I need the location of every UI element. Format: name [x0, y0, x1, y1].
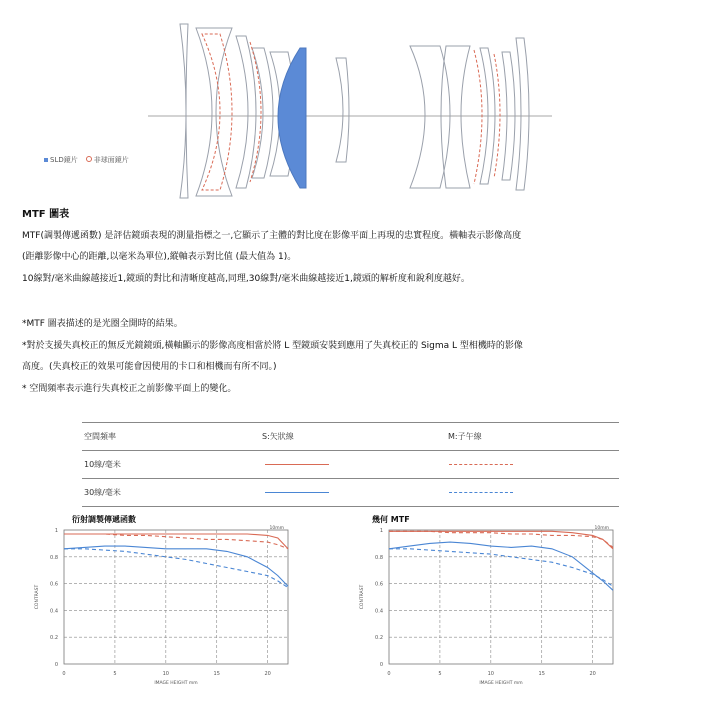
header-spatial-frequency: 空間頻率 — [84, 432, 116, 441]
row-10lp-label: 10線/毫米 — [84, 460, 121, 469]
aspheric-legend-item — [86, 155, 129, 165]
row-10lp-sagittal-line — [265, 464, 329, 465]
x-axis-label: IMAGE HEIGHT mm — [479, 681, 523, 686]
y-tick-label: 0.2 — [50, 635, 58, 642]
aspheric-legend-label: 非球面鏡片 — [93, 156, 129, 164]
x-tick-label: 20 — [264, 671, 271, 677]
y-tick-label: 0 — [379, 662, 383, 668]
y-tick-label: 0.4 — [50, 608, 58, 615]
sld-legend-label: SLD鏡片 — [50, 156, 78, 164]
y-tick-label: 1 — [54, 528, 58, 534]
aspheric-swatch-icon — [86, 156, 92, 162]
table-header-row — [82, 422, 619, 451]
mtf-heading: MTF 圖表 — [22, 209, 70, 220]
mtf-note-aperture: *MTF 圖表描述的是光圈全開時的結果。 — [22, 319, 183, 329]
plot-frame — [64, 530, 288, 664]
series-line-10-s — [389, 531, 613, 549]
x-tick-label: 0 — [387, 671, 391, 677]
sld-legend-item — [44, 155, 78, 165]
mtf-note-distortion-line1: *對於支援失真校正的無反光鏡鏡頭,橫軸顯示的影像高度相當於將 L 型鏡頭安裝到應用了失真校正的 Sigma L 型相機時的影像 — [22, 341, 523, 351]
diffraction-mtf-chart — [30, 522, 300, 694]
header-sagittal: S:矢狀線 — [262, 432, 294, 441]
plot-frame — [389, 530, 613, 664]
row-30lp-meridional-line — [449, 492, 513, 493]
chart2-title: 幾何 MTF — [372, 515, 410, 524]
mtf-para1-line1: MTF(調製傳遞函數) 是評估鏡頭表現的測量指標之一,它顯示了主體的對比度在影像平面上再現的忠實程度。橫軸表示影像高度 — [22, 231, 522, 241]
table-row — [82, 451, 619, 479]
x-tick-label: 15 — [213, 671, 220, 677]
lens-construction-diagram — [140, 12, 560, 202]
x-tick-label: 20 — [589, 671, 596, 677]
series-line-30-s — [389, 542, 613, 590]
header-meridional: M:子午線 — [448, 432, 482, 441]
geometric-mtf-chart — [355, 522, 625, 694]
mtf-para2: 10線對/毫米曲線越接近1,鏡頭的對比和清晰度越高,同理,30線對/毫米曲線越接近1,鏡頭的解析度和銳利度越好。 — [22, 274, 470, 284]
x-tick-label: 5 — [113, 671, 117, 677]
y-tick-label: 0.8 — [375, 554, 383, 561]
mtf-note-frequency: * 空間頻率表示進行失真校正之前影像平面上的變化。 — [22, 384, 237, 394]
series-line-30-m — [389, 549, 613, 587]
sld-swatch-icon — [44, 158, 48, 162]
y-tick-label: 1 — [379, 528, 383, 534]
corner-label: 10mm — [594, 526, 609, 531]
x-tick-label: 0 — [62, 671, 66, 677]
series-line-30-m — [64, 549, 288, 588]
row-10lp-meridional-line — [449, 464, 513, 465]
y-tick-label: 0.6 — [375, 581, 383, 588]
y-tick-label: 0.4 — [375, 608, 383, 615]
frequency-legend-table — [82, 422, 619, 507]
mtf-para1-line2: (距離影像中心的距離,以毫米為單位),縱軸表示對比值 (最大值為 1)。 — [22, 252, 297, 262]
x-tick-label: 5 — [438, 671, 442, 677]
lens-legend — [44, 155, 129, 165]
x-tick-label: 10 — [487, 671, 495, 677]
x-tick-label: 10 — [162, 671, 170, 677]
chart1-title: 衍射調製傳遞函數 — [72, 515, 136, 524]
y-tick-label: 0 — [54, 662, 58, 668]
y-axis-label: CONTRAST — [35, 584, 40, 610]
y-tick-label: 0.6 — [50, 581, 58, 588]
y-tick-label: 0.8 — [50, 554, 58, 561]
x-axis-label: IMAGE HEIGHT mm — [154, 681, 198, 686]
row-30lp-label: 30線/毫米 — [84, 488, 121, 497]
y-axis-label: CONTRAST — [360, 584, 365, 610]
mtf-note-distortion-line2: 高度。(失真校正的效果可能會因使用的卡口和相機而有所不同。) — [22, 362, 277, 372]
table-row — [82, 479, 619, 507]
row-30lp-sagittal-line — [265, 492, 329, 493]
series-line-30-s — [64, 546, 288, 586]
y-tick-label: 0.2 — [375, 635, 383, 642]
x-tick-label: 15 — [538, 671, 545, 677]
corner-label: 10mm — [269, 526, 284, 531]
